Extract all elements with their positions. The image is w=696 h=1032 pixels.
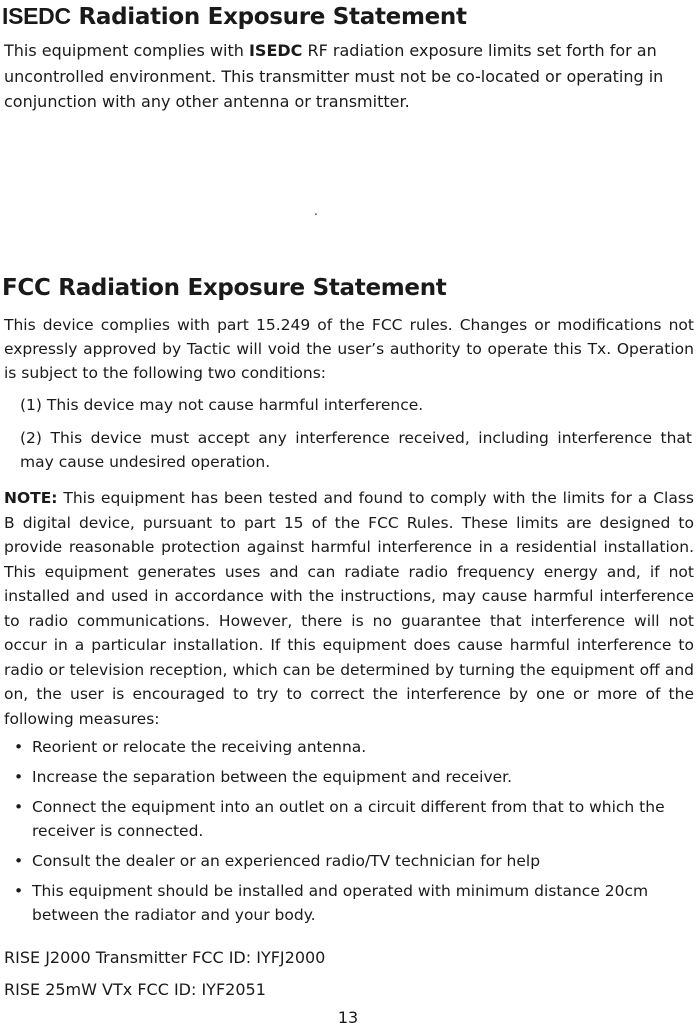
fcc-heading: FCC Radiation Exposure Statement <box>2 275 447 301</box>
isedc-statement <box>4 38 694 115</box>
isedc-statement-pre: This equipment complies with <box>4 41 249 60</box>
measures-list <box>14 735 694 933</box>
list-item: • Reorient or relocate the receiving antenna. <box>14 735 694 759</box>
note-text: This equipment has been tested and found to comply with the limits for a Class B digital device, pursuant to part 15 of the FCC Rules. These limits are designed to provide reasonable protection against harmful interference in a residential installation. This equipment generates uses and can radiate radio frequency energy and, if not installed and used in accordance with the instructions, may cause harmful interference to radio communications. However, there is no guarantee that interference will not occur in a particular installation. If this equipment does cause harmful interference to radio or television reception, which can be determined by turning the equipment off and on, the user is encouraged to try to correct the interference by one or more of the following measures: <box>4 489 694 728</box>
fcc-statement: This device complies with part 15.249 of the FCC rules. Changes or modifications not expressly approved by Tactic will void the user’s authority to operate this Tx. Operation is subject to the following two conditions: <box>4 316 694 382</box>
list-item: • Consult the dealer or an experienced radio/TV technician for help <box>14 849 694 873</box>
fcc-id-list <box>4 942 325 1006</box>
fcc-id-transmitter: RISE J2000 Transmitter FCC ID: IYFJ2000 <box>4 948 326 967</box>
fcc-condition-2: (2) This device must accept any interference received, including interference that may cause undesired operation. <box>20 429 692 471</box>
stray-mark: . <box>314 204 318 218</box>
page-number: 13 <box>337 1008 359 1027</box>
list-item: • Connect the equipment into an outlet on a circuit different from that to which the receiver is connected. <box>14 795 694 843</box>
isedc-statement-brand: ISEDC <box>248 41 303 60</box>
list-item: • This equipment should be installed and operated with minimum distance 20cm between the radiator and your body. <box>14 879 694 927</box>
isedc-statement-post: RF radiation exposure limits set forth for an uncontrolled environment. This transmitter must not be co-located or operating in conjunction with any other antenna or transmitter. <box>4 41 664 111</box>
note-paragraph <box>4 486 694 731</box>
list-item: • Increase the separation between the equipment and receiver. <box>14 765 694 789</box>
isedc-heading <box>2 2 467 31</box>
isedc-heading-brand: ISEDC <box>2 3 71 29</box>
note-label: NOTE: <box>4 489 58 507</box>
fcc-id-vtx: RISE 25mW VTx FCC ID: IYF2051 <box>4 980 266 999</box>
fcc-condition-1: (1) This device may not cause harmful interference. <box>20 396 424 414</box>
isedc-heading-rest: Radiation Exposure Statement <box>70 4 467 30</box>
